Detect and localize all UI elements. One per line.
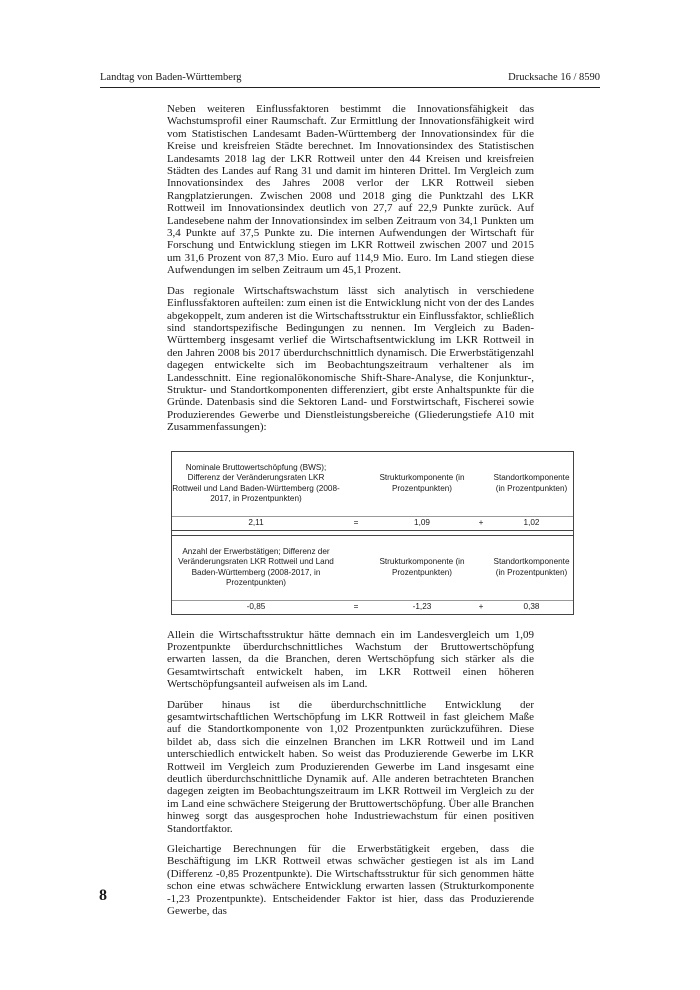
table-block-employment (172, 536, 573, 614)
location-component-header: Standortkomponente (in Prozentpunkten) (493, 473, 570, 493)
running-header (100, 72, 600, 84)
page-number: 8 (99, 887, 107, 904)
paragraph-employment: Gleichartige Berechnungen für die Erwerbstätigkeit ergeben, dass die Beschäftigung im LKR Rottweil etwas schwächer gestiegen ist als im Land (Differenz -0,85 Prozentpunkte). Die Wirtschaftsstruktur für sich genommen hätte schon eine etwas schwächere Entwicklung erwarten lassen (Strukturkomponente -1,23 Prozentpunkte). Entscheidender Faktor ist hier, dass das Produzierende Gewerbe, das (167, 843, 534, 918)
table-block-bws (172, 452, 573, 530)
location-component-header: Standortkomponente (in Prozentpunkten) (493, 557, 570, 577)
structure-component-header: Strukturkomponente (in Prozentpunkten) (379, 557, 465, 577)
page-body (167, 103, 570, 926)
table-header-row (172, 536, 573, 600)
structure-component-value: 1,09 (414, 517, 430, 527)
total-difference-value: 2,11 (248, 517, 264, 527)
table-value-row (172, 600, 573, 614)
structure-component-value: -1,23 (412, 601, 432, 611)
paragraph-location: Darüber hinaus ist die überdurchschnittliche Entwicklung der gesamtwirtschaftlichen Wertschöpfung im LKR Rottweil in fast gleichem Maße auf die Standortkomponente von 1,02 Prozentpunkten zurückzuführen. Diese bildet ab, dass sich die einzelnen Branchen im LKR Rottweil und im Land unterschiedlich entwickelt haben. So weist das Produzierende Gewerbe im LKR Rottweil im Vergleich zum Produzierenden Gewerbe im Land insgesamt eine deutlich überdurchschnittliche Dynamik auf. Alle anderen betrachteten Branchen dagegen zeigten im Beobachtungszeitraum im LKR Rottweil im Vergleich zu der im Land eine schwächere Steigerung der Bruttowertschöpfung. Über alle Branchen hinweg sorgt das ausgesprochen hohe Industriewachstum für einen positiven Standortfaktor. (167, 698, 534, 835)
table-row-label: Nominale Bruttowertschöpfung (BWS); Differenz der Veränderungsraten LKR Rottweil und Land Baden-Württemberg (2008-2017, in Prozentpunkten) (172, 462, 340, 503)
table-header-row (172, 452, 573, 516)
location-component-value: 1,02 (523, 517, 540, 527)
total-difference-value: -0,85 (246, 601, 266, 611)
paragraph-growth: Das regionale Wirtschaftswachstum lässt sich analytisch in verschiedene Einflussfaktoren aufteilen: zum einen ist die Entwicklung nicht von der des Landes abgekoppelt, zum anderen ist die Wirtschaftsstruktur ein Einflussfaktor, schließlich sind standortspezifische Bedingungen zu nennen. Im Vergleich zu Baden-Württemberg insgesamt verlief die Wirtschaftsentwicklung im LKR Rottweil in den Jahren 2008 bis 2017 überdurchschnittlich dynamisch. Die Erwerbstätigenzahl dagegen entwickelte sich im Beobachtungszeitraum verhaltener als im Landesschnitt. Eine regionalökonomische Shift-Share-Analyse, die Konjunktur-, Struktur- und Standortkomponenten differenziert, gibt erste Anhaltspunkte für die Gründe. Datenbasis sind die Sektoren Land- und Forstwirtschaft, Fischerei sowie Produzierendes Gewerbe und Dienstleistungsbereiche (Gliederungstiefe A10 mit Zusammenfassungen): (167, 284, 534, 434)
header-document-number: Drucksache 16 / 8590 (508, 72, 600, 83)
plus-sign: + (478, 601, 484, 611)
location-component-value: 0,38 (523, 601, 540, 611)
paragraph-innovation: Neben weiteren Einflussfaktoren bestimmt die Innovationsfähigkeit das Wachstumsprofil einer Raumschaft. Zur Ermittlung der Innovationsfähigkeit wird vom Statistischen Landesamt Baden-Württemberg der Innovationsindex für die Kreise und kreisfreien Städte berechnet. Im Innovationsindex des Statistischen Landesamts 2018 lag der LKR Rottweil unter den 44 Kreisen und kreisfreien Städten des Landes auf Rang 31 und damit im hinteren Drittel. Im Vergleich zum Innovationsindex des Jahres 2008 verlor der LKR Rottweil sieben Rangplatzierungen. Zwischen 2008 und 2018 ging die Punktzahl des LKR Rottweil im Innovationsindex deutlich von 27,7 auf 22,9 Punkte zurück. Auf Landesebene nahm der Innovationsindex im selben Zeitraum von 34,1 Punkten um 3,4 Punkte auf 37,5 Punkte zu. Die internen Aufwendungen der Wirtschaft für Forschung und Entwicklung stiegen im LKR Rottweil zwischen 2007 und 2015 um 31,6 Prozent von 87,3 Mio. Euro auf 114,9 Mio. Euro. Im Land stiegen diese Aufwendungen im selben Zeitraum um 45,1 Prozent. (167, 103, 534, 277)
table-value-row (172, 516, 573, 530)
shift-share-table (171, 451, 574, 615)
table-row-label: Anzahl der Erwerbstätigen; Differenz der Veränderungsraten LKR Rottweil und Land Baden-Württemberg (2008-2017, in Prozentpunkten) (178, 546, 334, 587)
paragraph-structure: Allein die Wirtschaftsstruktur hätte demnach ein im Landesvergleich um 1,09 Prozentpunkte überdurchschnittliches Wachstum der Bruttowertschöpfung erwarten lassen, da die Branchen, deren Wertschöpfung sich stärker als die Gesamtwirtschaft entwickelt haben, im LKR Rottweil einen höheren Wertschöpfungsanteil aufweisen als im Land. (167, 628, 534, 691)
plus-sign: + (478, 517, 484, 527)
structure-component-header: Strukturkomponente (in Prozentpunkten) (379, 473, 465, 493)
equals-sign: = (353, 601, 359, 611)
header-title: Landtag von Baden-Württemberg (100, 72, 242, 83)
header-rule (100, 87, 600, 88)
equals-sign: = (353, 517, 359, 527)
